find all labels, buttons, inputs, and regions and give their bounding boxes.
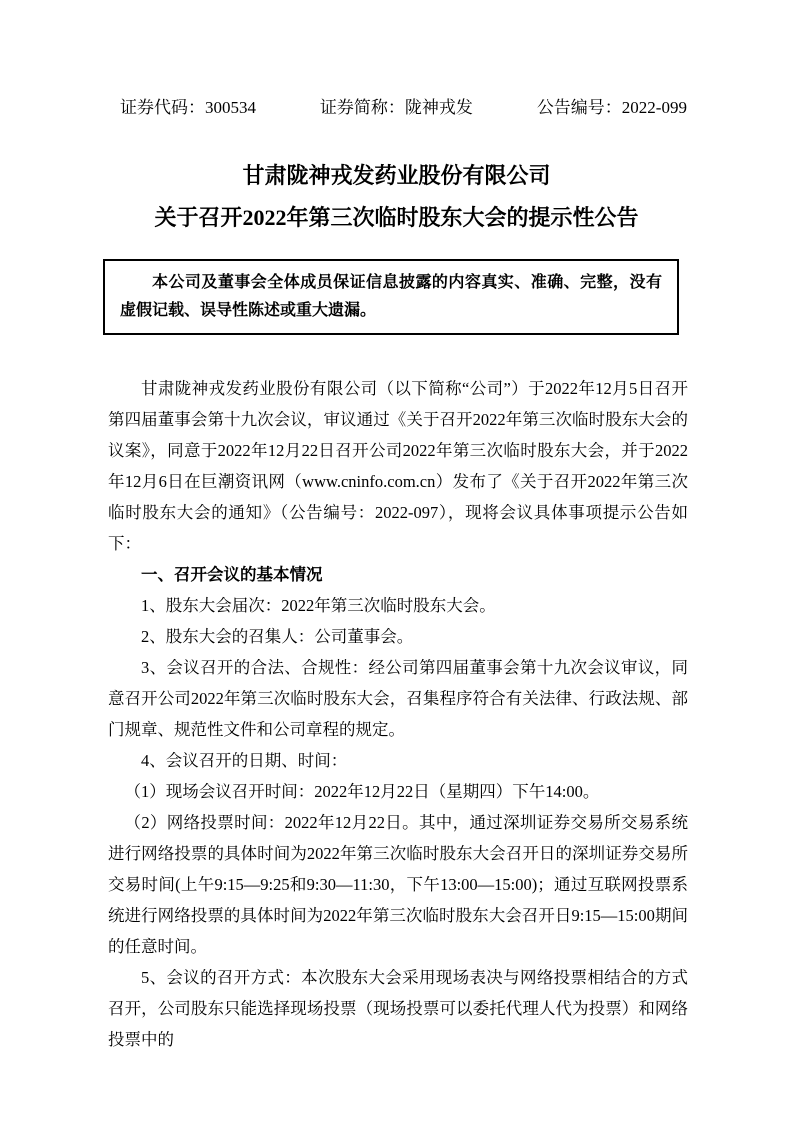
disclaimer-text: 本公司及董事会全体成员保证信息披露的内容真实、准确、完整，没有虚假记载、误导性陈述或重大遗漏。 [120,274,662,319]
announcement-number: 公告编号：2022-099 [536,98,687,117]
item-onsite-meeting-time: （1）现场会议召开时间：2022年12月22日（星期四）下午14:00。 [124,782,600,801]
document-header [0,97,793,119]
item-online-voting-time: （2）网络投票时间：2022年12月22日。其中，通过深圳证券交易所交易系统进行网络投票的具体时间为2022年第三次临时股东大会召开日的深圳证券交易所交易时间(上午9:15—9:25和9:30—11:30，下午13:00—15:00)；通过互联网投票系统进行网络投票的具体时间为2022年第三次临时股东大会召开日9:15—15:00期间的任意时间。 [108,813,688,956]
paragraph-intro: 甘肃陇神戎发药业股份有限公司（以下简称“公司”）于2022年12月5日召开第四届董事会第十九次会议，审议通过《关于召开2022年第三次临时股东大会的议案》，同意于2022年12月22日召开公司2022年第三次临时股东大会，并于2022年12月6日在巨潮资讯网（www.cninfo.com.cn）发布了《关于召开2022年第三次临时股东大会的通知》（公告编号：2022-097），现将会议具体事项提示公告如下： [108,379,688,553]
item-meeting-method: 5、会议的召开方式：本次股东大会采用现场表决与网络投票相结合的方式召开，公司股东只能选择现场投票（现场投票可以委托代理人代为投票）和网络投票中的 [108,968,688,1049]
stock-code: 证券代码：300534 [120,98,256,117]
item-legality: 3、会议召开的合法、合规性：经公司第四届董事会第十九次会议审议，同意召开公司2022年第三次临时股东大会，召集程序符合有关法律、行政法规、部门规章、规范性文件和公司章程的规定。 [108,658,688,739]
disclaimer-box [103,259,679,335]
section-heading-basic-info: 一、召开会议的基本情况 [141,565,323,584]
company-name-title: 甘肃陇神戎发药业股份有限公司 [242,163,551,188]
item-convener: 2、股东大会的召集人：公司董事会。 [141,627,414,646]
stock-short-name: 证券简称：陇神戎发 [319,98,473,117]
item-date-time: 4、会议召开的日期、时间： [141,751,348,770]
announcement-title: 关于召开2022年第三次临时股东大会的提示性公告 [154,205,639,230]
document-body [0,373,793,1055]
item-meeting-session: 1、股东大会届次：2022年第三次临时股东大会。 [141,596,496,615]
